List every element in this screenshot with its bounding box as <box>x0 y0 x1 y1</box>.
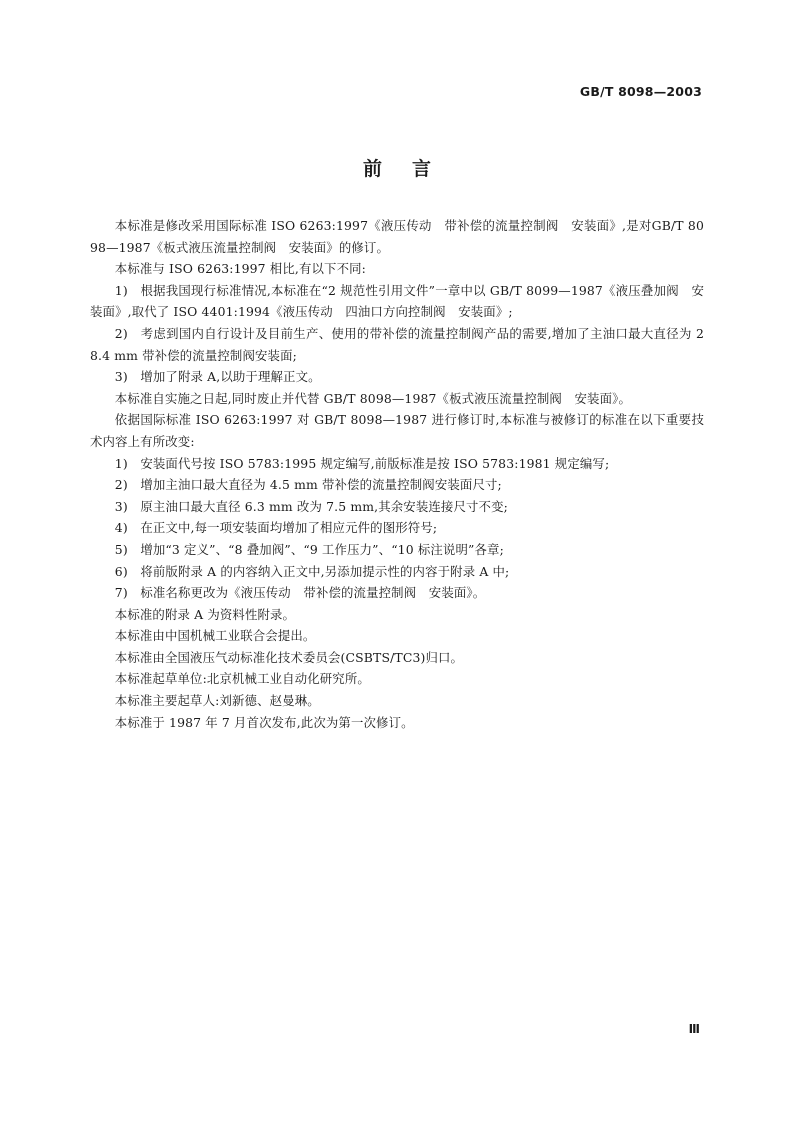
paragraph-drafting-unit: 本标准起草单位:北京机械工业自动化研究所。 <box>114 671 370 687</box>
list-item: 1) 安装面代号按 ISO 5783:1995 规定编写,前版标准是按 ISO 5783:1981 规定编写; <box>114 455 610 471</box>
list-item: 2) 增加主油口最大直径为 4.5 mm 带补偿的流量控制阀安装面尺寸; <box>114 477 502 493</box>
paragraph-proposer: 本标准由中国机械工业联合会提出。 <box>114 628 316 644</box>
paragraph-differences-intro: 本标准与 ISO 6263:1997 相比,有以下不同: <box>114 261 367 277</box>
page-title: 前言 <box>362 158 461 180</box>
foreword-body <box>90 215 704 733</box>
list-item: 7) 标准名称更改为《液压传动 带补偿的流量控制阀 安装面》。 <box>114 585 486 601</box>
list-item: 6) 将前版附录 A 的内容纳入正文中,另添加提示性的内容于附录 A 中; <box>114 563 510 579</box>
list-item: 5) 增加“3 定义”、“8 叠加阀”、“9 工作压力”、“10 标注说明”各章; <box>114 541 504 557</box>
list-item: 3) 增加了附录 A,以助于理解正文。 <box>114 369 321 385</box>
paragraph-drafters: 本标准主要起草人:刘新德、赵曼琳。 <box>114 693 320 709</box>
standard-code: GB/T 8098—2003 <box>579 84 702 99</box>
list-item: 3) 原主油口最大直径 6.3 mm 改为 7.5 mm,其余安装连接尺寸不变; <box>114 498 508 514</box>
paragraph-adoption: 本标准是修改采用国际标准 ISO 6263:1997《液压传动 带补偿的流量控制阀 安装面》,是对GB/T 8098—1987《板式液压流量控制阀 安装面》的修订。 <box>90 218 704 255</box>
list-item: 1) 根据我国现行标准情况,本标准在“2 规范性引用文件”一章中以 GB/T 8099—1987《液压叠加阀 安装面》,取代了 ISO 4401:1994《液压传动 四油口方向控制阀 安装面》; <box>90 282 704 320</box>
paragraph-history: 本标准于 1987 年 7 月首次发布,此次为第一次修订。 <box>114 714 414 730</box>
list-item: 4) 在正文中,每一项安装面均增加了相应元件的图形符号; <box>114 520 438 536</box>
paragraph-replacement: 本标准自实施之日起,同时废止并代替 GB/T 8098—1987《板式液压流量控制阀 安装面》。 <box>114 390 632 406</box>
list-item: 2) 考虑到国内自行设计及目前生产、使用的带补偿的流量控制阀产品的需要,增加了主油口最大直径为 28.4 mm 带补偿的流量控制阀安装面; <box>90 325 704 363</box>
paragraph-annex: 本标准的附录 A 为资料性附录。 <box>114 606 296 622</box>
page-number: Ⅲ <box>688 1022 700 1036</box>
paragraph-changes-intro: 依据国际标准 ISO 6263:1997 对 GB/T 8098—1987 进行修订时,本标准与被修订的标准在以下重要技术内容上有所改变: <box>90 412 704 449</box>
paragraph-committee: 本标准由全国液压气动标准化技术委员会(CSBTS/TC3)归口。 <box>114 649 464 665</box>
